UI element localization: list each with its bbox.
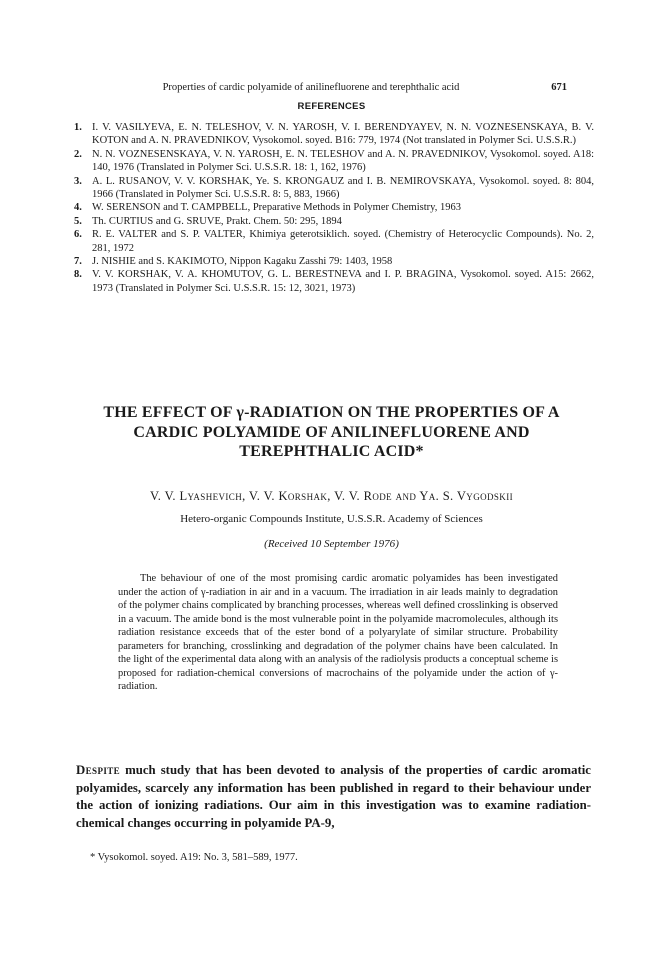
reference-text: V. V. KORSHAK, V. A. KHOMUTOV, G. L. BERESTNEVA and I. P. BRAGINA, Vysokomol. soyed. A15: 2662, 1973 (Translated in Polymer Sci. U.S.S.R. 15: 12, 3021, 1973)	[92, 269, 594, 294]
references-list	[74, 121, 594, 295]
reference-item	[74, 268, 594, 295]
reference-item	[74, 148, 594, 175]
running-head-title: Properties of cardic polyamide of anilinefluorene and terephthalic acid	[162, 82, 460, 93]
reference-number: 7.	[74, 256, 82, 268]
reference-number: 8.	[74, 269, 82, 281]
body-lead-word: Despite	[76, 763, 121, 777]
authors: V. V. Lyashevich, V. V. Korshak, V. V. Rode and Ya. S. Vygodskii	[149, 489, 514, 503]
footnote: * Vysokomol. soyed. A19: No. 3, 581–589, 1977.	[90, 852, 298, 863]
received-date: 10 September 1976	[310, 538, 396, 550]
reference-text: W. SERENSON and T. CAMPBELL, Preparative Methods in Polymer Chemistry, 1963	[92, 202, 461, 214]
received-line: (Received 10 September 1976)	[264, 538, 399, 550]
references-heading: REFERENCES	[297, 101, 366, 112]
received-label: Received	[267, 538, 308, 550]
reference-text: Th. CURTIUS and G. SRUVE, Prakt. Chem. 50: 295, 1894	[92, 215, 342, 227]
abstract: The behaviour of one of the most promising cardic aromatic polyamides has been investigated under the action of γ-radiation in air and in a vacuum. The irradiation in air leads mainly to degradation of the polymer chains complicated by branching processes, whereas well defined crosslinking is observed in a vacuum. The amide bond is the most vulnerable point in the polyamide macromolecules, although its radiation resistance exceeds that of the ester bond of a polyarylate of similar structure. Probability parameters for branching, crosslinking and degradation of the polymer chains have been calculated. In the light of the experimental data along with an analysis of the radiolysis products a conceptual scheme is proposed for radiation-chemical conversions of macrochains of the polyamide under the action of γ-radiation.	[118, 573, 558, 692]
page-number: 671	[551, 82, 567, 93]
affiliation: Hetero-organic Compounds Institute, U.S.S.R. Academy of Sciences	[180, 513, 483, 525]
reference-item	[74, 228, 594, 255]
body-paragraph	[76, 762, 591, 832]
reference-text: N. N. VOZNESENSKAYA, V. N. YAROSH, E. N. TELESHOV and A. N. PRAVEDNIKOV, Vysokomol. soyed. A18: 140, 1976 (Translated in Polymer Sci. U.S.S.R. 18: 1, 162, 1976)	[92, 148, 594, 174]
reference-item	[74, 201, 594, 214]
body-text: much study that has been devoted to analysis of the properties of cardic aromatic polyamides, scarcely any information has been published in regard to their behaviour under the action of ionizing radiations. Our aim in this investigation was to examine radiation-chemical changes occurring in polyamide PA-9,	[76, 763, 591, 830]
reference-text: I. V. VASILYEVA, E. N. TELESHOV, V. N. YAROSH, V. I. BERENDYAYEV, N. N. VOZNESENSKAYA, B. V. KOTON and A. N. PRAVEDNIKOV, Vysokomol. soyed. B16: 779, 1974 (Not translated in Polymer Sci. U.S.S.R.)	[92, 122, 594, 147]
reference-number: 6.	[74, 229, 82, 241]
reference-number: 1.	[74, 122, 82, 133]
reference-number: 5.	[74, 215, 82, 227]
reference-item	[74, 215, 594, 228]
running-head	[95, 81, 567, 95]
reference-number: 4.	[74, 202, 82, 214]
article-title: THE EFFECT OF γ-RADIATION ON THE PROPERTIES OF A CARDIC POLYAMIDE OF ANILINEFLUORENE AND TEREPHTHALIC ACID*	[103, 404, 560, 460]
reference-text: J. NISHIE and S. KAKIMOTO, Nippon Kagaku Zasshi 79: 1403, 1958	[92, 256, 393, 268]
reference-text: A. L. RUSANOV, V. V. KORSHAK, Ye. S. KRONGAUZ and I. B. NEMIROVSKAYA, Vysokomol. soyed. 8: 804, 1966 (Translated in Polymer Sci. U.S.S.R. 8: 5, 883, 1966)	[92, 175, 594, 201]
reference-item	[74, 175, 594, 202]
reference-number: 3.	[74, 175, 82, 187]
reference-text: R. E. VALTER and S. P. VALTER, Khimiya geterotsiklich. soyed. (Chemistry of Heterocyclic Compounds). No. 2, 281, 1972	[92, 229, 594, 254]
reference-item	[74, 255, 594, 268]
reference-number: 2.	[74, 148, 82, 160]
reference-item	[74, 121, 594, 148]
